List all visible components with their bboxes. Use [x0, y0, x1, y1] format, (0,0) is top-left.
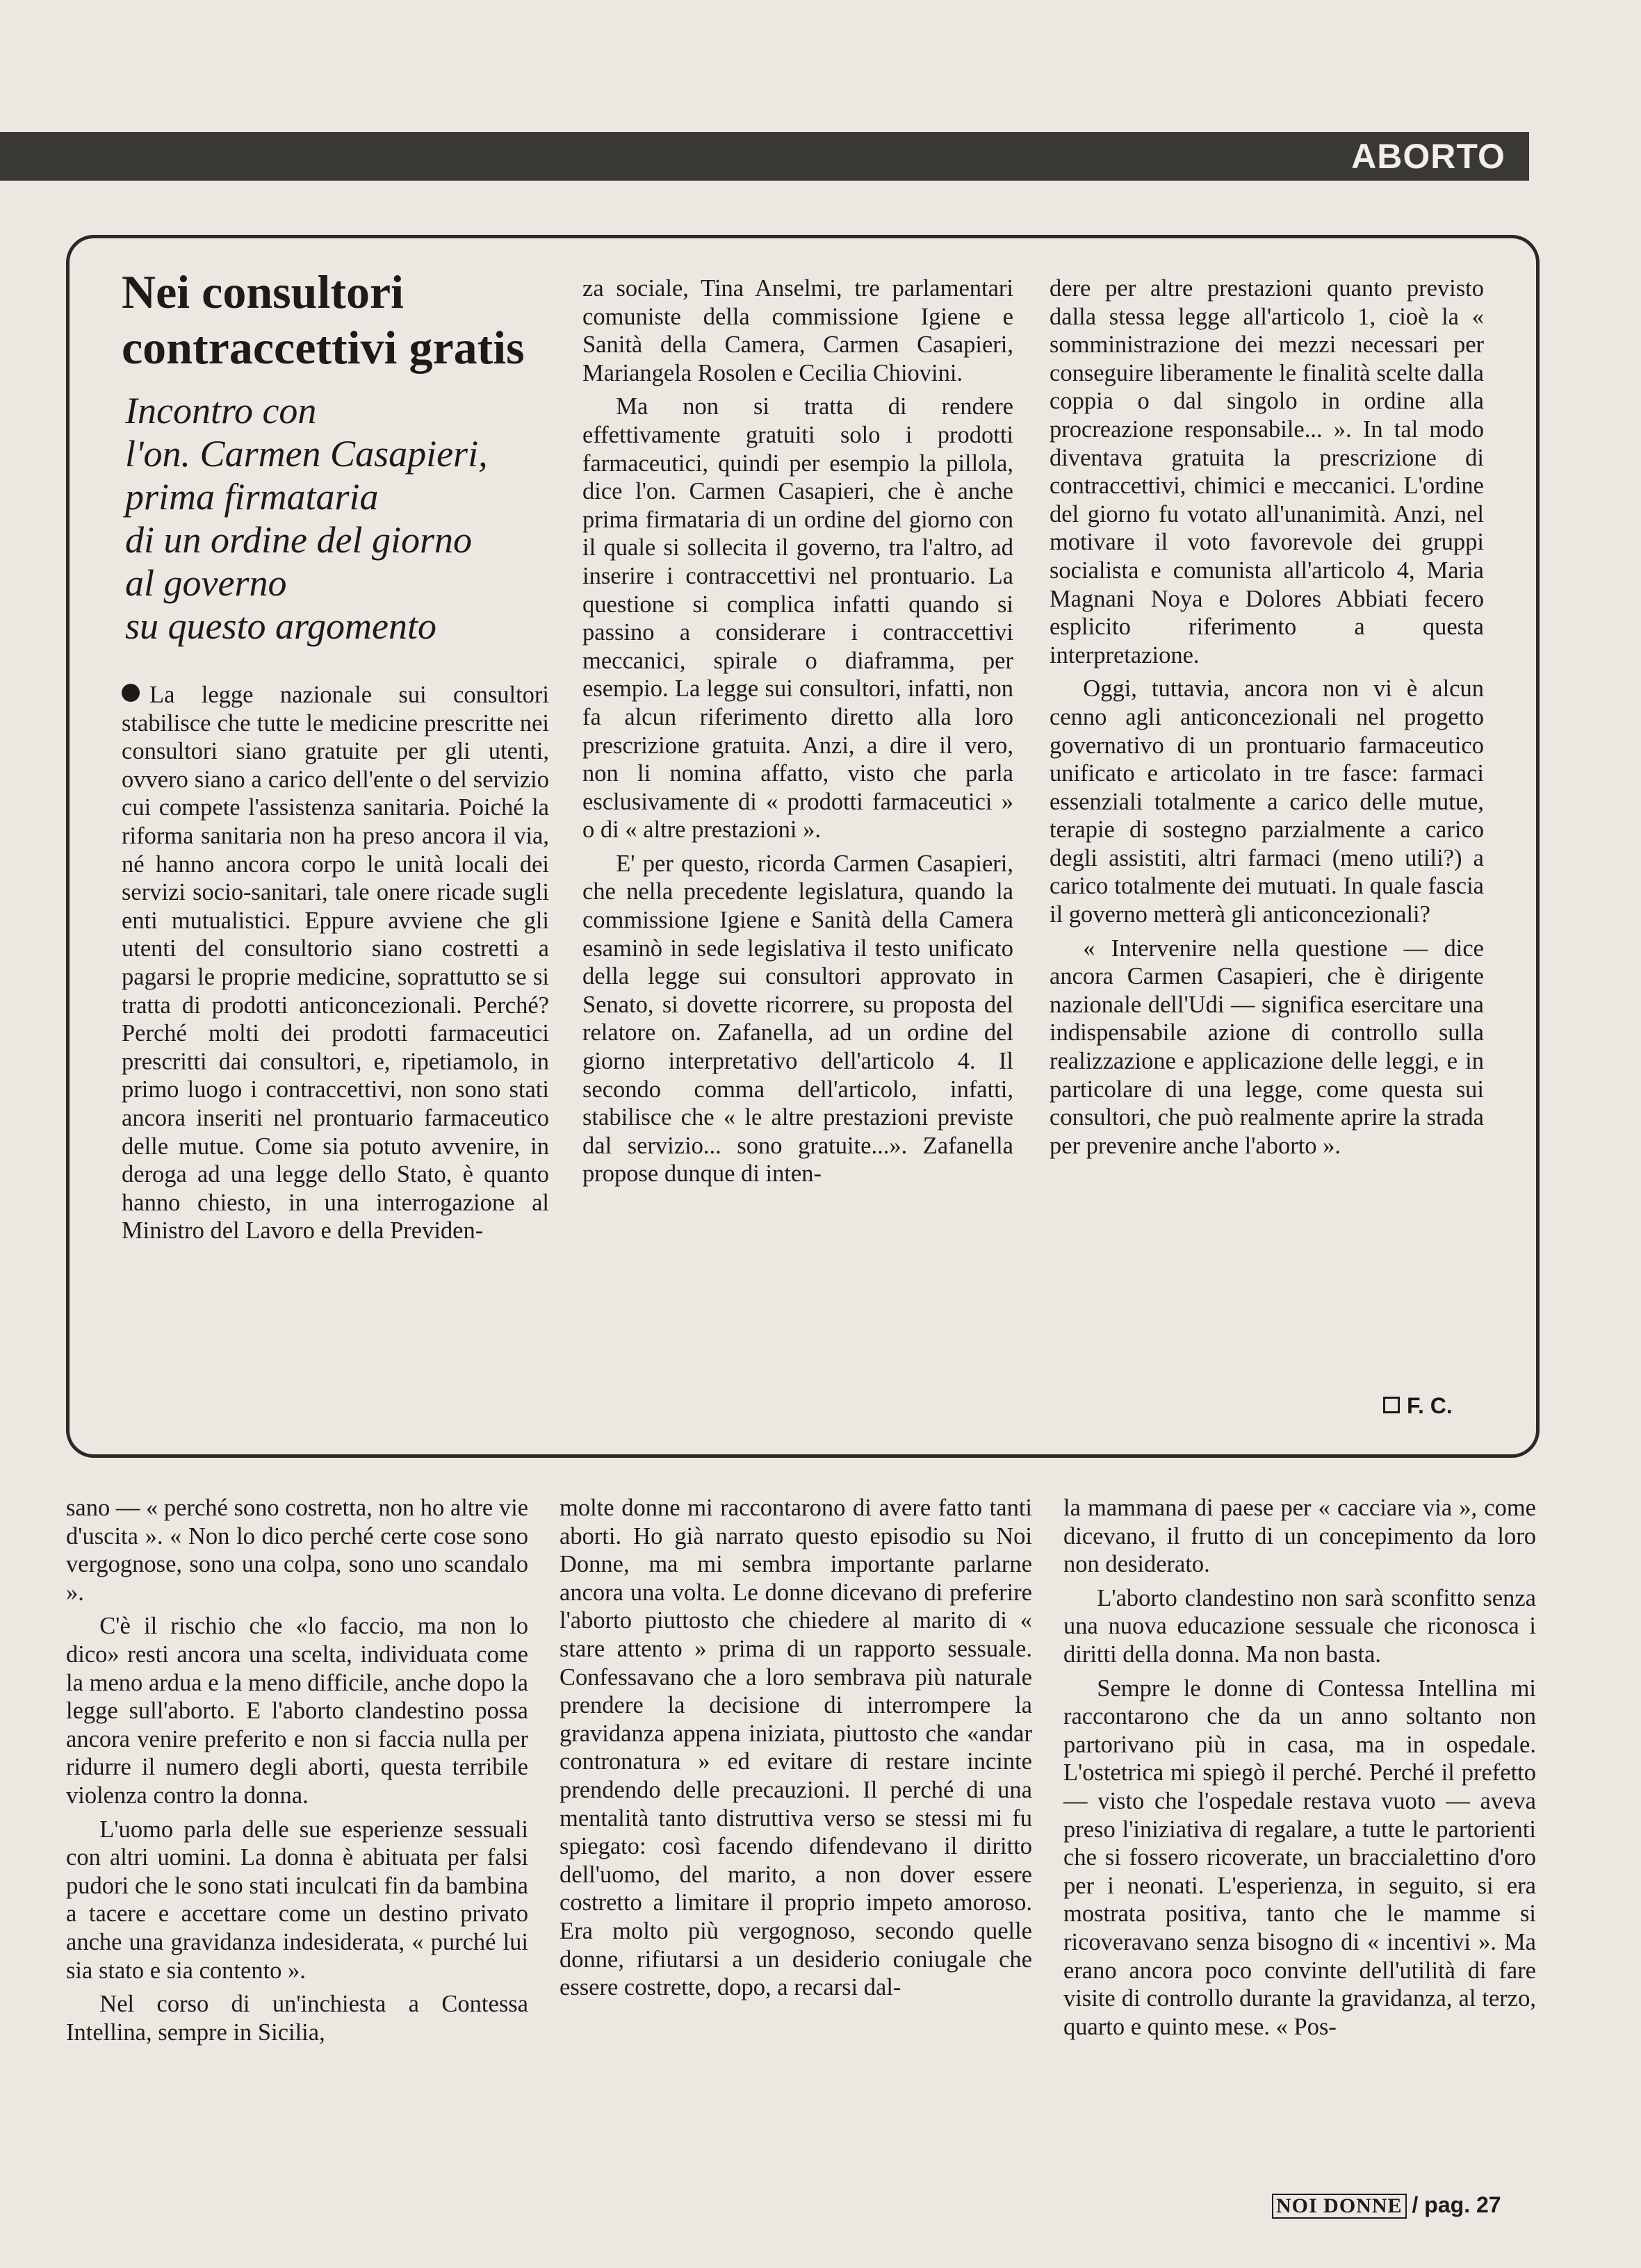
square-icon: [1383, 1397, 1400, 1413]
article-paragraph: La legge nazionale sui consultori stabilisce che tutte le medicine prescritte nei consultori siano gratuite per gli utenti, ovvero siano a carico dell'ente o del servizio cui compete l'assistenza sanitaria. Poiché la riforma sanitaria non ha preso ancora il via, né hanno ancora corpo le unità locali dei servizi socio-sanitari, tale onere ricade sugli enti mutualistici. Eppure avviene che gli utenti del consultorio siano costretti a pagarsi le proprie medicine, soprattutto se si tratta di prodotti anticoncezionali. Perché? Perché molti dei prodotti farmaceutici prescritti dai consultori, e, ripetiamolo, in primo luogo i contraccettivi, non sono stati ancora inseriti nel prontuario farmaceutico delle mutue. Come sia potuto avvenire, in deroga ad una legge dello Stato, è quanto hanno chiesto, in una interrogazione al Ministro del Lavoro e della Previden-: [122, 682, 549, 1244]
main-column-2: [560, 1494, 1032, 2002]
article-paragraph: Ma non si tratta di rendere effettivamente gratuiti solo i prodotti farmaceutici, quindi per esempio la pillola, dice l'on. Carmen Casapieri, che è anche prima firmataria di un ordine del giorno con il quale si sollecita il governo, tra l'altro, ad inserire i contraccettivi nel prontuario. La questione si complica infatti quando si passino a considerare i contraccettivi meccanici, spirale o diaframma, per esempio. La legge sui consultori, infatti, non fa alcun riferimento diretto alla loro prescrizione gratuita. Anzi, a dire il vero, non li nomina affatto, visto che parla esclusivamente di « prodotti farmaceutici » o di « altre prestazioni ».: [582, 393, 1013, 844]
article-column-3: [1050, 274, 1484, 1160]
article-subtitle: [125, 389, 563, 648]
section-label: ABORTO: [1328, 133, 1529, 179]
main-paragraph: molte donne mi raccontarono di avere fatto tanti aborti. Ho già narrato questo episodio su Noi Donne, ma mi sembra importante parlarne ancora una volta. Le donne dicevano di preferire l'aborto piuttosto che chiedere al marito di « stare attento » prima di un rapporto sessuale. Confessavano che a loro sembrava più naturale prendere la decisione di interrompere la gravidanza appena iniziata, piuttosto che «andar contronatura » ed evitare di restare incinte prendendo delle precauzioni. Il perché di una mentalità tanto distruttiva verso se stessi mi fu spiegato: così facendo difendevano il diritto dell'uomo, del marito, a non dover essere costretto a limitare il proprio impeto amoroso. Era molto più vergognoso, secondo quelle donne, rifiutarsi a un desiderio coniugale che essere costrette, dopo, a recarsi dal-: [560, 1495, 1032, 2001]
article-column-1: [122, 681, 549, 1245]
main-paragraph: L'uomo parla delle sue esperienze sessuali con altri uomini. La donna è abituata per falsi pudori che le sono stati inculcati fin da bambina a tacere e accettare come un destino privato anche una gravidanza indesiderata, « purché lui sia stato e sia contento ».: [66, 1816, 528, 1984]
page-footer: [1272, 2192, 1501, 2219]
main-column-1: [66, 1494, 528, 2046]
article-column-2: [582, 274, 1013, 1188]
main-paragraph: C'è il rischio che «lo faccio, ma non lo dico» resti ancora una scelta, individuata come la meno ardua e la meno difficile, anche dopo la legge sull'aborto. E l'aborto clandestino possa ancora venire preferito e non si faccia nulla per ridurre il numero degli aborti, questa terribile violenza contro la donna.: [66, 1613, 528, 1809]
bullet-icon: [122, 684, 140, 702]
article-subtitle-text: Incontro con l'on. Carmen Casapieri, prima firmataria di un ordine del giorno al governo su questo argomento: [125, 390, 488, 647]
page-number: / pag. 27: [1412, 2192, 1501, 2217]
main-paragraph: sano — « perché sono costretta, non ho altre vie d'uscita ». « Non lo dico perché certe cose sono vergognose, sono una colpa, sono uno scandalo ».: [66, 1495, 528, 1606]
main-paragraph: Sempre le donne di Contessa Intellina mi raccontarono che da un anno soltanto non partorivano più in casa, ma in ospedale. L'ostetrica mi spiegò il perché. Perché il prefetto — visto che l'ospedale restava vuoto — aveva preso l'iniziativa di regalare, a tutte le partorienti che si fossero ricoverate, un braccialettino d'oro per i neonati. L'esperienza, in seguito, si era mostrata positiva, tanto che le mamme si ricoveravano senza bisogno di « incentivi ». Ma erano ancora poco convinte dell'utilità di fare visite di controllo durante la gravidanza, al terzo, quarto e quinto mese. « Pos-: [1063, 1675, 1536, 2040]
article-paragraph: Oggi, tuttavia, ancora non vi è alcun cenno agli anticoncezionali nel progetto governativo di un prontuario farmaceutico unificato e articolato in tre fasce: farmaci essenziali totalmente a carico delle mutue, terapie di sostegno parzialmente a carico degli assistiti, altri farmaci (meno utili?) a carico totalmente dei mutuati. In quale fascia il governo metterà gli anticoncezionali?: [1050, 675, 1484, 928]
section-header-bar: [0, 132, 1529, 181]
main-paragraph: Nel corso di un'inchiesta a Contessa Intellina, sempre in Sicilia,: [66, 1991, 528, 2046]
signature-text: F. C.: [1407, 1393, 1453, 1419]
magazine-logo: NOI DONNE: [1272, 2194, 1407, 2219]
article-paragraph: « Intervenire nella questione — dice ancora Carmen Casapieri, che è dirigente nazionale dell'Udi — significa esercitare una indispensabile azione di controllo sulla realizzazione e applicazione delle leggi, e in particolare di una legge, come questa sui consultori, che può realmente aprire la strada per prevenire anche l'aborto ».: [1050, 935, 1484, 1159]
main-column-3: [1063, 1494, 1536, 2041]
article-paragraph: dere per altre prestazioni quanto previsto dalla stessa legge all'articolo 1, cioè la « somministrazione dei mezzi necessari per conseguire liberamente le finalità scelte dalla coppia o dal singolo in ordine alla procreazione responsabile... ». In tal modo diventava gratuita la prescrizione di contraccettivi, chimici e meccanici. L'ordine del giorno fu votato all'unanimità. Anzi, nel motivare il voto favorevole dei gruppi socialista e comunista all'articolo 4, Maria Magnani Noya e Dolores Abbiati fecero esplicito riferimento a questa interpretazione.: [1050, 275, 1484, 668]
article-paragraph: za sociale, Tina Anselmi, tre parlamentari comuniste della commissione Igiene e Sanità della Camera, Carmen Casapieri, Mariangela Rosolen e Cecilia Chiovini.: [582, 275, 1013, 386]
main-paragraph: la mammana di paese per « cacciare via », come dicevano, il frutto di un concepimento da loro non desiderato.: [1063, 1495, 1536, 1578]
main-paragraph: L'aborto clandestino non sarà sconfitto senza una nuova educazione sessuale che riconosca i diritti della donna. Ma non basta.: [1063, 1584, 1536, 1668]
article-headline: Nei consultori contraccettivi gratis: [122, 265, 525, 374]
article-signature: [1383, 1392, 1453, 1419]
article-paragraph: E' per questo, ricorda Carmen Casapieri, che nella precedente legislatura, quando la commissione Igiene e Sanità della Camera esaminò in sede legislativa il testo unificato della legge sui consultori approvato in Senato, si dovette ricorrere, su proposta del relatore on. Zafanella, ad un ordine del giorno interpretativo dell'articolo 4. Il secondo comma dell'articolo, infatti, stabilisce che « le altre prestazioni previste dal servizio... sono gratuite...». Zafanella propose dunque di inten-: [582, 850, 1013, 1188]
